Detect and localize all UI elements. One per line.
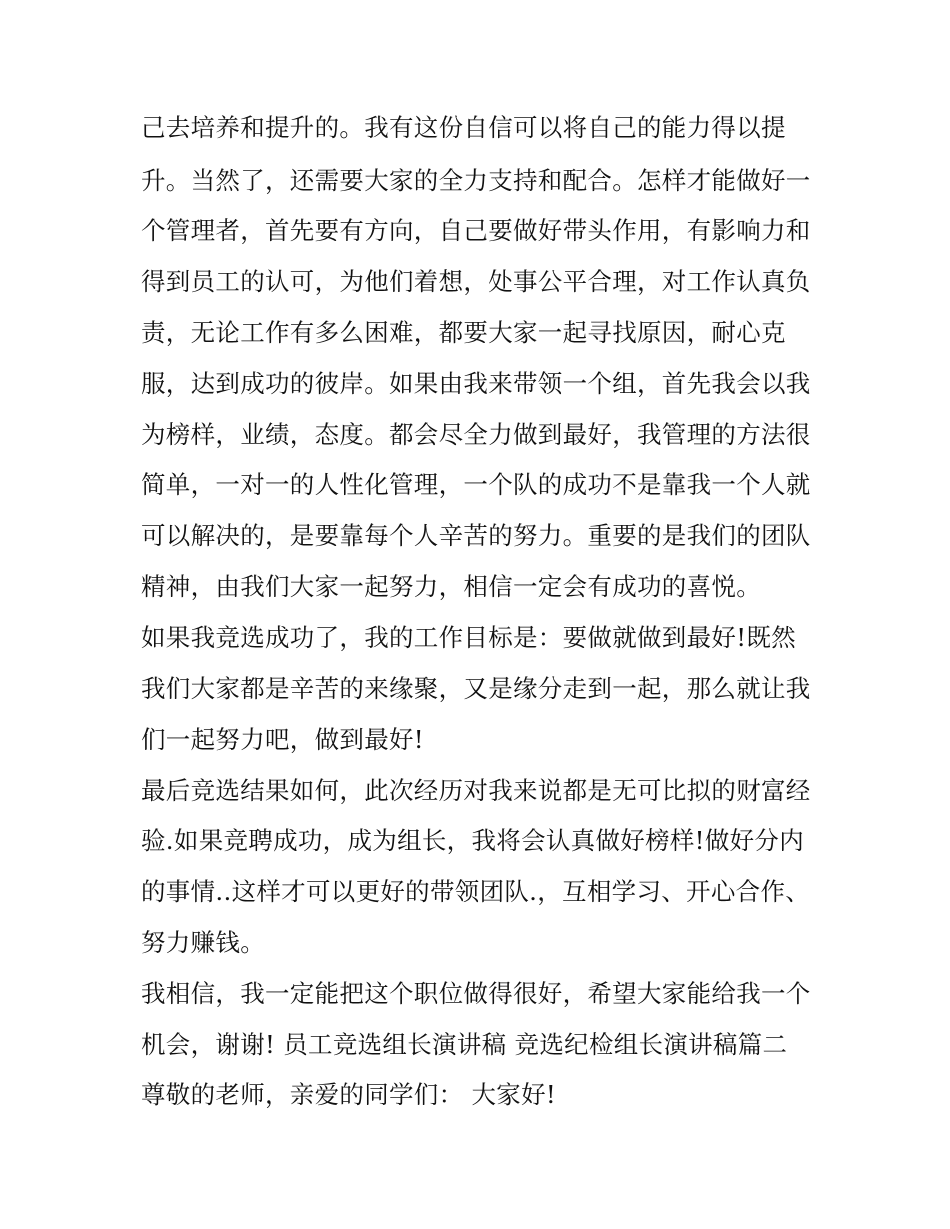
- text-line: 得到员工的认可，为他们着想，处事公平合理，对工作认真负: [141, 267, 811, 296]
- text-line: 简单，一对一的人性化管理，一个队的成功不是靠我一个人就: [141, 470, 811, 499]
- text-line: 责，无论工作有多么困难，都要大家一起寻找原因，耐心克: [141, 318, 786, 347]
- text-line: 验.如果竞聘成功，成为组长，我将会认真做好榜样!做好分内: [141, 826, 805, 855]
- text-line: 己去培养和提升的。我有这份自信可以将自己的能力得以提: [141, 113, 786, 142]
- text-line: 可以解决的，是要靠每个人辛苦的努力。重要的是我们的团队: [141, 521, 811, 550]
- text-line: 们一起努力吧，做到最好!: [141, 725, 424, 754]
- text-line: 我相信，我一定能把这个职位做得很好，希望大家能给我一个: [141, 979, 811, 1008]
- text-line: 如果我竞选成功了，我的工作目标是：要做就做到最好!既然: [141, 623, 796, 652]
- text-line: 最后竞选结果如何，此次经历对我来说都是无可比拟的财富经: [141, 776, 811, 805]
- text-line: 机会，谢谢! 员工竞选组长演讲稿 竞选纪检组长演讲稿篇二: [141, 1030, 788, 1059]
- text-line: 我们大家都是辛苦的来缘聚，又是缘分走到一起，那么就让我: [141, 674, 811, 703]
- text-line: 的事情..这样才可以更好的带领团队.，互相学习、开心合作、: [141, 877, 811, 906]
- text-line: 尊敬的老师，亲爱的同学们： 大家好!: [141, 1080, 557, 1109]
- text-line: 精神，由我们大家一起努力，相信一定会有成功的喜悦。: [141, 572, 761, 601]
- text-line: 升。当然了，还需要大家的全力支持和配合。怎样才能做好一: [141, 166, 811, 195]
- text-line: 努力赚钱。: [141, 928, 265, 957]
- text-line: 服，达到成功的彼岸。如果由我来带领一个组，首先我会以我: [141, 369, 811, 398]
- text-line: 个管理者，首先要有方向，自己要做好带头作用，有影响力和: [141, 216, 811, 245]
- text-line: 为榜样，业绩，态度。都会尽全力做到最好，我管理的方法很: [141, 420, 811, 449]
